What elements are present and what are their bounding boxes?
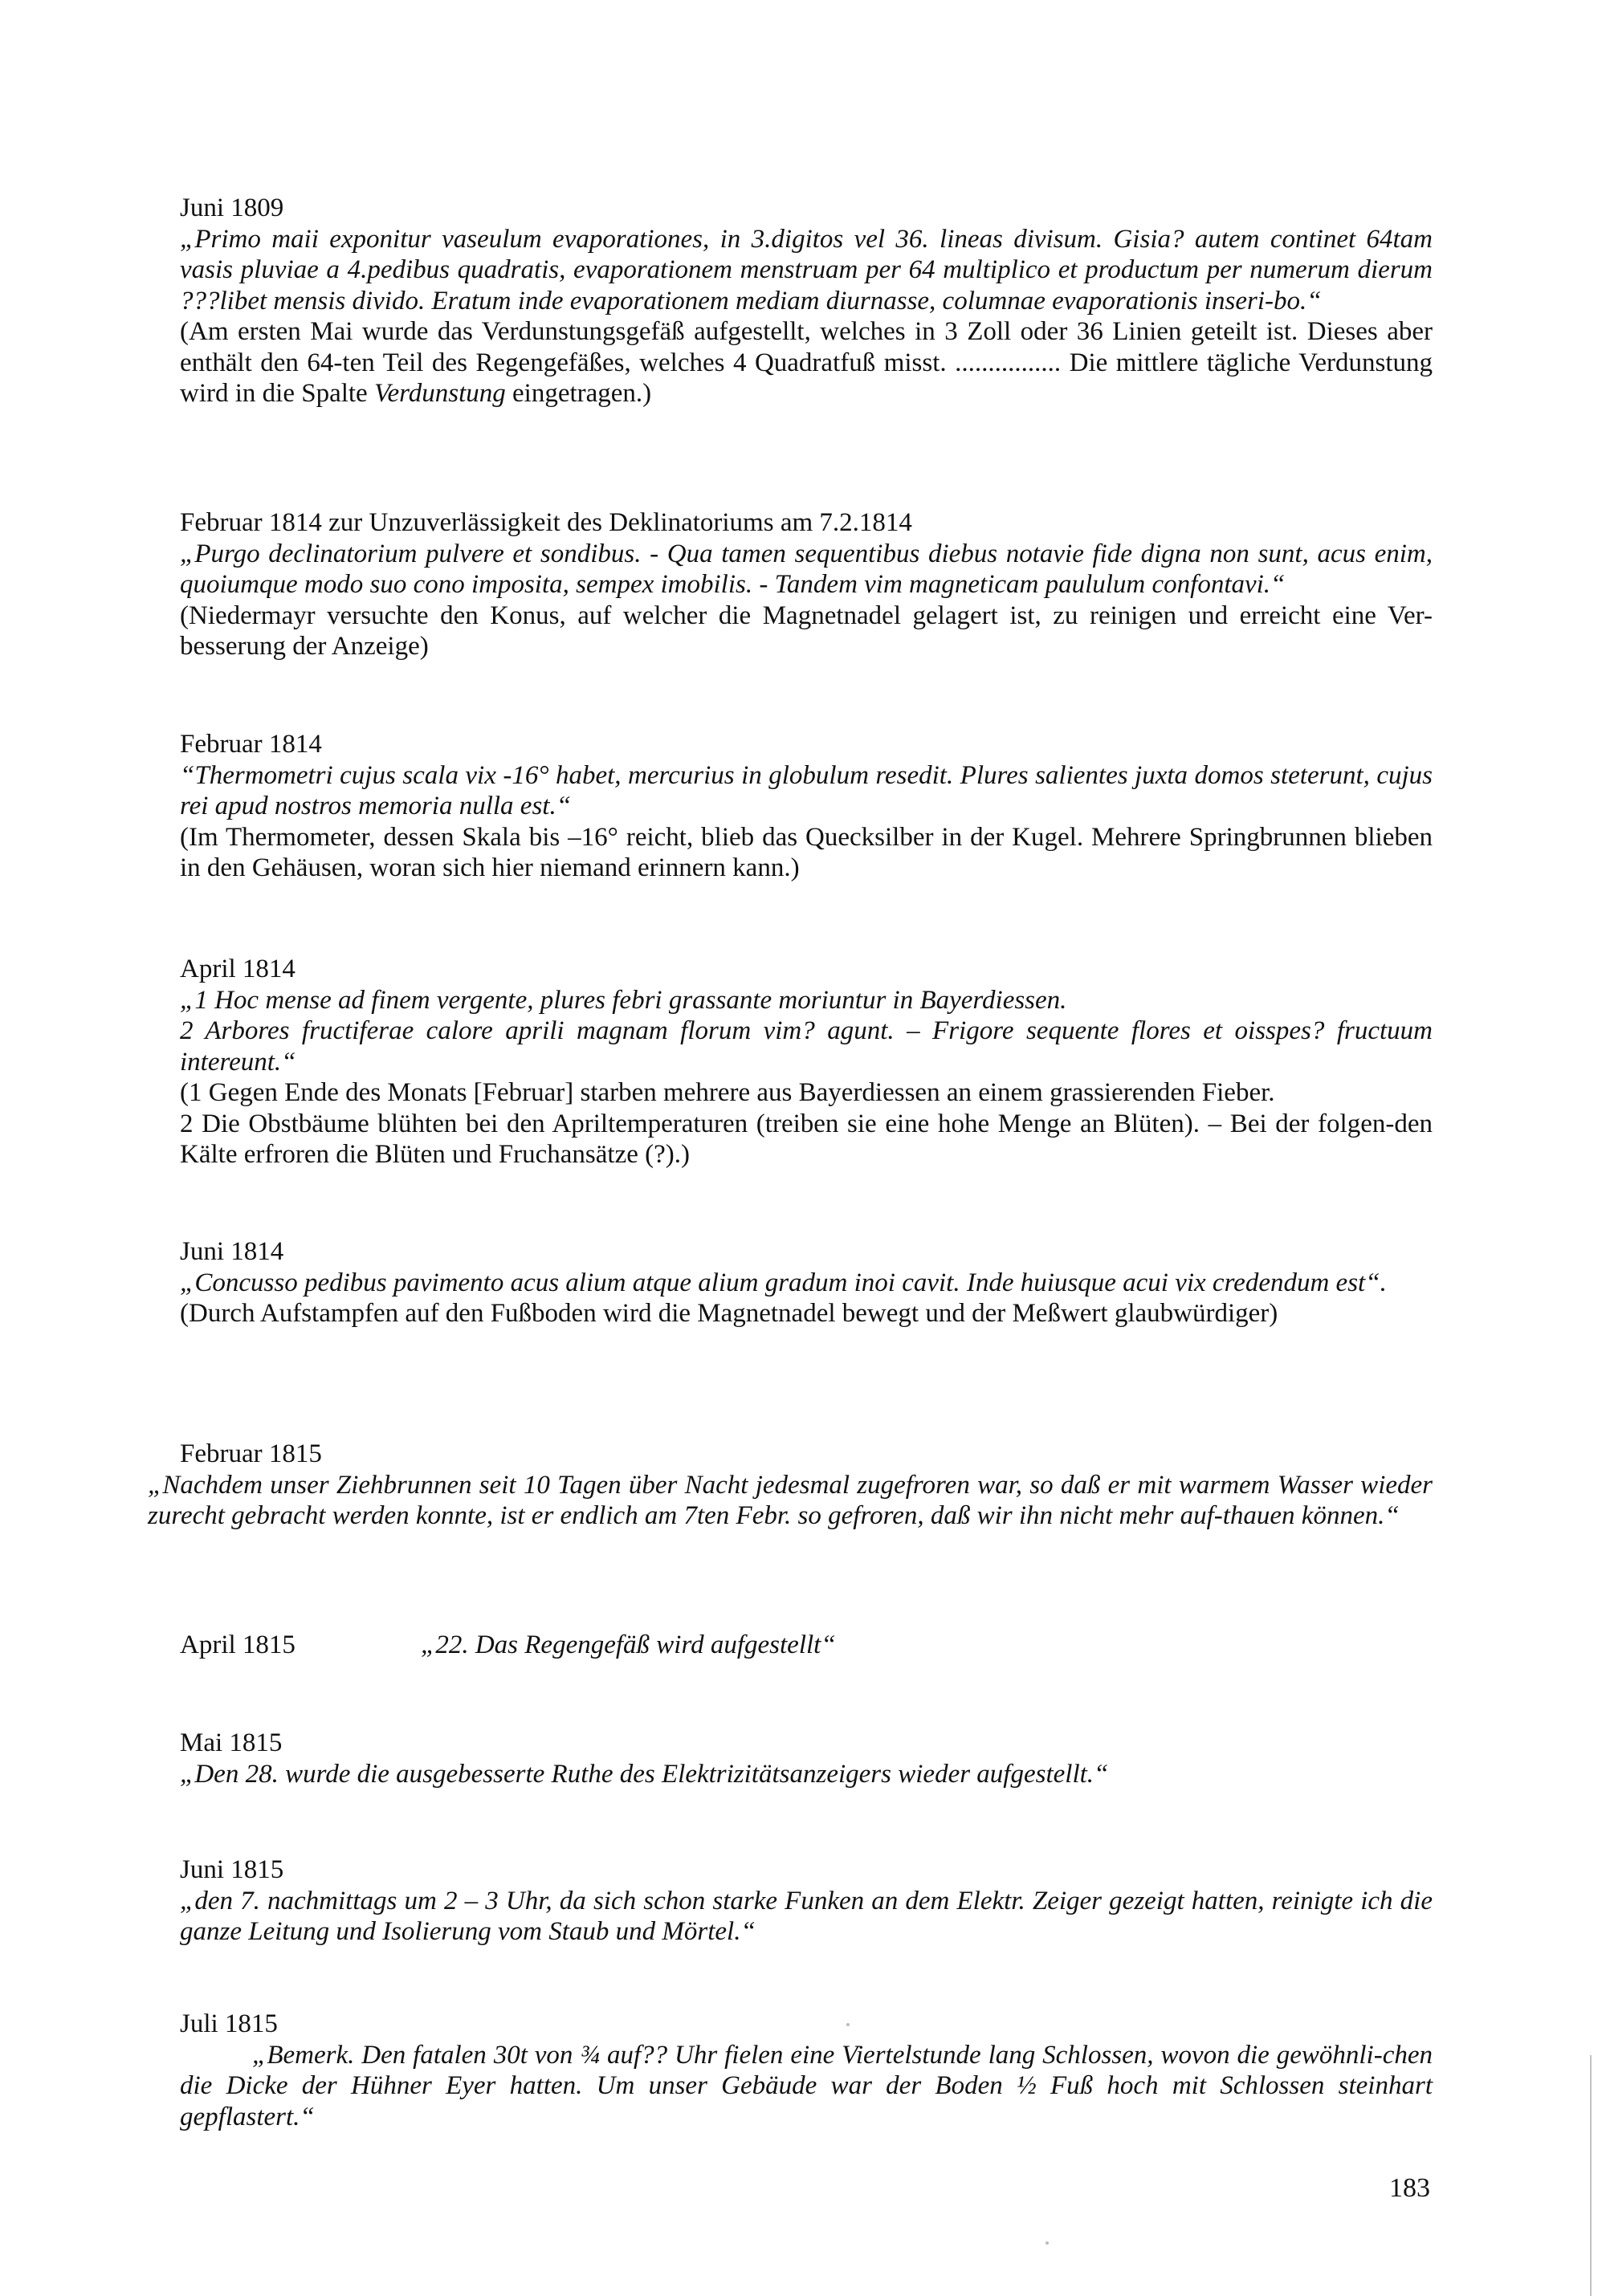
scan-speck [846,2023,850,2026]
german-translation: (Im Thermometer, dessen Skala bis –16° reicht, blieb das Quecksilber in der Kugel. Mehrere Springbrunnen blieben in den Gehäusen, woran sich hier niemand erinnern kann.) [180,822,1433,882]
page-number: 183 [1389,2173,1430,2203]
latin-quote-line-2: 2 Arbores fructiferae calore aprili magnam florum vim? agunt. – Frigore sequente flores et oisspes? fructuum intereunt.“ [180,1016,1433,1077]
entry-date: April 1814 [180,955,296,983]
entry-date: Juni 1815 [180,1855,284,1884]
latin-quote: “Thermometri cujus scala vix -16° habet, mercurius in globulum resedit. Plures salientes juxta domos steterunt, cujus rei apud nostros memoria nulla est.“ [180,760,1433,820]
german-text: (Am ersten Mai wurde das Verdunstungsgefäß aufgestellt, welches in 3 Zoll oder 36 Linien geteilt ist. Dieses aber enthält den 64-ten Teil des Regengefäßes, welches 4 Quadratfuß misst. ................ Die mittlere tägliche Verdunstung wird in die Spalte [180,317,1433,408]
entry-date: Februar 1815 [180,1439,322,1468]
german-quote: „den 7. nachmittags um 2 – 3 Uhr, da sich schon starke Funken an dem Elektr. Zeiger gezeigt hatten, reinigte ich die ganze Leitung und Isolierung vom Staub und Mörtel.“ [180,1886,1433,1946]
german-italic-term: Verdunstung [373,379,506,408]
german-translation-line-1: (1 Gegen Ende des Monats [Februar] starben mehrere aus Bayerdiessen an einem grassierenden Fieber. [180,1078,1275,1107]
german-quote: „Den 28. wurde die ausgebesserte Ruthe des Elektrizitätsanzeigers wieder aufgestellt.“ [180,1759,1109,1789]
entry-april-1815 [180,1630,1433,1661]
entry-juli-1815 [180,2009,1433,2132]
german-translation [180,316,1433,409]
entry-juni-1815 [180,1854,1433,1948]
entry-date: Juni 1814 [180,1237,284,1266]
german-quote: „Nachdem unser Ziehbrunnen seit 10 Tagen über Nacht jedesmal zugefroren war, so daß er mit warmem Wasser wieder zurecht gebracht werden konnte, ist er endlich am 7ten Febr. so gefroren, daß wir ihn nicht mehr auf-thauen können.“ [148,1470,1433,1530]
entry-februar-1814-thermometer [180,729,1433,884]
scan-speck [1046,2241,1049,2245]
entry-date: Juni 1809 [180,193,284,222]
latin-quote: „Primo maii exponitur vaseulum evaporationes, in 3.digitos vel 36. lineas divisum. Gisia? autem continet 64tam vasis pluviae a 4.pedibus quadratis, evaporationem menstruam per 64 multiplico et productum per numerum dierum ???libet mensis divido. Eratum inde evaporationem mediam diurnasse, columnae evaporationis inseri-bo.“ [180,224,1433,315]
german-quote: „Bemerk. Den fatalen 30t von ¾ auf?? Uhr fielen eine Viertelstunde lang Schlossen, wovon die gewöhnli-chen die Dicke der Hühner Eyer hatten. Um unser Gebäude war der Boden ½ Fuß hoch mit Schlossen steinhart gepflastert.“ [180,2040,1433,2131]
german-translation: (Niedermayr versuchte den Konus, auf welcher die Magnetnadel gelagert ist, zu reinigen und erreicht eine Ver-besserung der Anzeige) [180,600,1433,661]
latin-quote: „Purgo declinatorium pulvere et sondibus. - Qua tamen sequentibus diebus notavie fide digna non sunt, acus enim, quoiumque modo suo cono imposita, sempex imobilis. - Tandem vim magneticam paululum confontavi.“ [180,539,1433,599]
german-translation-line-2: 2 Die Obstbäume blühten bei den Apriltemperaturen (treiben sie eine hohe Menge an Blüten). – Bei der folgen-den Kälte erfroren die Blüten und Fruchansätze (?).) [180,1109,1433,1169]
entry-date: Februar 1814 [180,730,322,759]
entry-juni-1814 [180,1236,1433,1329]
entry-juni-1809 [180,193,1433,409]
entry-date: Juli 1815 [180,2009,278,2038]
entry-date: Mai 1815 [180,1728,283,1757]
german-translation: (Durch Aufstampfen auf den Fußboden wird die Magnetnadel bewegt und der Meßwert glaubwürdiger) [180,1299,1278,1328]
entry-date: April 1815 [180,1630,296,1659]
entry-februar-1814-deklinatorium [180,507,1433,662]
latin-quote-line-1: „1 Hoc mense ad finem vergente, plures febri grassante moriuntur in Bayerdiessen. [180,985,1067,1015]
entry-mai-1815 [180,1728,1433,1789]
entry-februar-1815 [148,1439,1433,1532]
entry-date: Februar 1814 zur Unzuverlässigkeit des Deklinatoriums am 7.2.1814 [180,508,912,537]
scan-edge-line [1590,2055,1592,2296]
german-text-end: eingetragen.) [505,379,652,408]
german-quote: „22. Das Regengefäß wird aufgestellt“ [421,1630,836,1659]
entry-april-1814 [180,954,1433,1170]
latin-quote: „Concusso pedibus pavimento acus alium atque alium gradum inoi cavit. Inde huiusque acui vix credendum est“. [180,1268,1387,1297]
